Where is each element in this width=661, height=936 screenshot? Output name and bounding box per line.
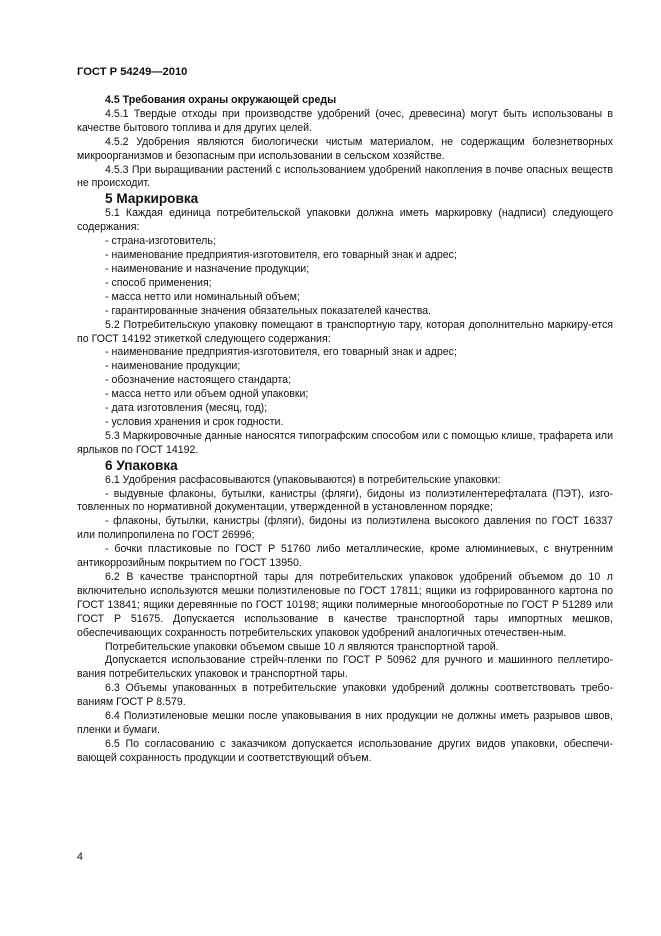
list-item: - масса нетто или номинальный объем;	[105, 290, 300, 303]
paragraph-5-1: 5.1 Каждая единица потребительской упаковки должна иметь маркировку (надписи) следующего содержания:	[77, 207, 613, 234]
standard-number: ГОСТ Р 54249—2010	[77, 66, 188, 78]
list-item: - наименование предприятия-изготовителя, его товарный знак и адрес;	[105, 346, 457, 359]
paragraph-4-5-1: 4.5.1 Твердые отходы при производстве удобрений (очес, древесина) могут быть использованы в качестве бытового топлива и для других целей.	[77, 107, 613, 134]
paragraph-6-3: 6.3 Объемы упакованных в потребительские упаковки удобрений должны соответствовать требо-ваниям ГОСТ Р 8.579.	[77, 682, 613, 709]
list-item: - способ применения;	[105, 276, 212, 289]
paragraph-6-5: 6.5 По согласованию с заказчиком допускается использование других видов упаковки, обеспечи-вающей сохранность продукции и соответствующий объем.	[77, 737, 613, 764]
paragraph-6-1: 6.1 Удобрения расфасовываются (упаковываются) в потребительские упаковки:	[105, 473, 501, 486]
page-number: 4	[77, 851, 83, 863]
paragraph-6-2-note: Потребительские упаковки объемом свыше 10 л являются транспортной тарой.	[105, 640, 499, 653]
list-item: - флаконы, бутылки, канистры (фляги), бидоны из полиэтилена высокого давления по ГОСТ 16337 или полипропилена по ГОСТ 26996;	[77, 515, 613, 542]
list-item: - страна-изготовитель;	[105, 235, 216, 248]
paragraph-4-5-3: 4.5.3 При выращивании растений с использованием удобрений накопления в почве опасных веществ не происходит.	[77, 163, 613, 190]
list-item: - условия хранения и срок годности.	[105, 415, 284, 428]
list-item: - наименование предприятия-изготовителя, его товарный знак и адрес;	[105, 249, 457, 262]
list-item: - наименование и назначение продукции;	[105, 262, 310, 275]
list-item: - наименование продукции;	[105, 360, 241, 373]
list-item: - обозначение настоящего стандарта;	[105, 374, 292, 387]
list-item: - дата изготовления (месяц, год);	[105, 402, 268, 415]
paragraph-4-5-2: 4.5.2 Удобрения являются биологически чистым материалом, не содержащим болезнетворных микроорганизмов и безопасным при использовании в сельском хозяйстве.	[77, 135, 613, 162]
section-4-5-heading: 4.5 Требования охраны окружающей среды	[105, 94, 337, 106]
list-item: - бочки пластиковые по ГОСТ Р 51760 либо металлические, кроме алюминиевых, с внутренним антикоррозийным покрытием по ГОСТ 13950.	[77, 543, 613, 570]
paragraph-6-4: 6.4 Полиэтиленовые мешки после упаковывания в них продукции не должны иметь разрывов швов, пленки и бумаги.	[77, 710, 613, 736]
paragraph-5-3: 5.3 Маркировочные данные наносятся типографским способом или с помощью клише, трафарета или ярлыков по ГОСТ 14192.	[77, 429, 613, 456]
section-5-heading: 5 Маркировка	[105, 191, 199, 207]
paragraph-6-2-stretch-film: Допускается использование стрейч-пленки по ГОСТ Р 50962 для ручного и машинного пеллетиро-вания потребительских упаковок и транспортной тары.	[77, 654, 613, 681]
list-item: - гарантированные значения обязательных показателей качества.	[105, 304, 432, 317]
paragraph-5-2: 5.2 Потребительскую упаковку помещают в транспортную тару, которая дополнительно маркиру-ется по ГОСТ 14192 этикеткой следующего содержания:	[77, 318, 613, 345]
list-item: - выдувные флаконы, бутылки, канистры (фляги), бидоны из полиэтилентерефталата (ПЭТ), изго-товленных по нормативной документации, утвержденной в установленном порядке;	[77, 487, 613, 514]
section-6-heading: 6 Упаковка	[105, 457, 178, 473]
paragraph-6-2: 6.2 В качестве транспортной тары для потребительских упаковок удобрений объемом до 10 л включительно используются мешки полиэтиленовые по ГОСТ 17811; ящики из гофрированного картона по ГОСТ 13841; ящики деревянные по ГОСТ 10198; ящики полимерные многооборотные по ГОСТ Р 51289 или ГОСТ Р 51675. Допускается использование в качестве транспортной тары импортных мешков, обеспечивающих сохранность потребительских упаковок удобрений аналогичных отечествен-ным.	[77, 571, 613, 639]
page-content	[77, 94, 613, 766]
list-item: - масса нетто или объем одной упаковки;	[105, 388, 309, 401]
